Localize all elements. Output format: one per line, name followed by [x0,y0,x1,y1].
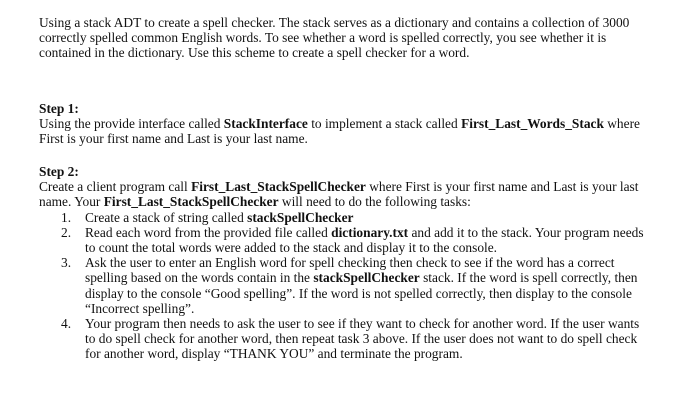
step1-text-3: where First is your first name and Last is your last name. [39,116,640,147]
list-item-text: Read each word from the provided file called [85,224,332,240]
list-item-number: 3. [61,255,72,271]
step2-section [39,164,651,362]
list-item-number: 1. [61,209,72,225]
list-item-text-2: stack. If the word is spell correctly, then display to the console “Good spelling”. If the word is not spelled correctly, then display to the console “Incorrect spelling”. [85,270,638,316]
step1-heading: Step 1: [39,101,79,116]
list-item [39,255,651,316]
list-item-text-2: and add it to the stack. Your program needs to count the total words were added to the stack and display it to the console. [85,224,644,256]
step2-text-3: will need to do the following tasks: [278,194,471,210]
step1-interface-name: StackInterface [223,116,308,132]
list-item-bold: stackSpellChecker [313,270,420,286]
step1-stack-name: First_Last_Words_Stack [461,116,604,132]
intro-text: Using a stack ADT to create a spell checker. The stack serves as a dictionary and contains a collection of 3000 correctly spelled common English words. To see whether a word is spelled correctly, you see whether it is contained in the dictionary. Use this scheme to create a spell checker for a word. [39,15,630,61]
list-item-text: Your program then needs to ask the user to see if they want to check for another word. If the user wants to do spell check for another word, then repeat task 3 above. If the user does not want to do spell check for another word, display “THANK YOU” and terminate the program. [85,316,640,362]
list-item [39,210,651,225]
list-item-text: Create a stack of string called [85,209,248,225]
list-item-bold: stackSpellChecker [247,209,354,225]
intro-paragraph [39,15,651,61]
step2-program-name: First_Last_StackSpellChecker [191,179,366,195]
task-list [39,210,651,362]
step2-heading: Step 2: [39,164,79,179]
list-item-number: 4. [61,316,72,332]
step2-program-name-2: First_Last_StackSpellChecker [103,194,279,210]
step1-section [39,101,651,147]
list-item-bold: dictionary.txt [331,224,409,240]
list-item-number: 2. [61,224,72,240]
step2-text-1: Create a client program call [39,179,192,195]
list-item [39,316,651,362]
list-item [39,225,651,255]
list-item-text: Ask the user to enter an English word for spell checking then check to see if the word has a correct spelling based on the words contain in the [85,255,615,286]
step1-text-1: Using the provide interface called [39,116,224,132]
step1-text-2: to implement a stack called [307,116,458,132]
step2-text-2: where First is your first name and Last is your last name. Your [39,179,639,210]
